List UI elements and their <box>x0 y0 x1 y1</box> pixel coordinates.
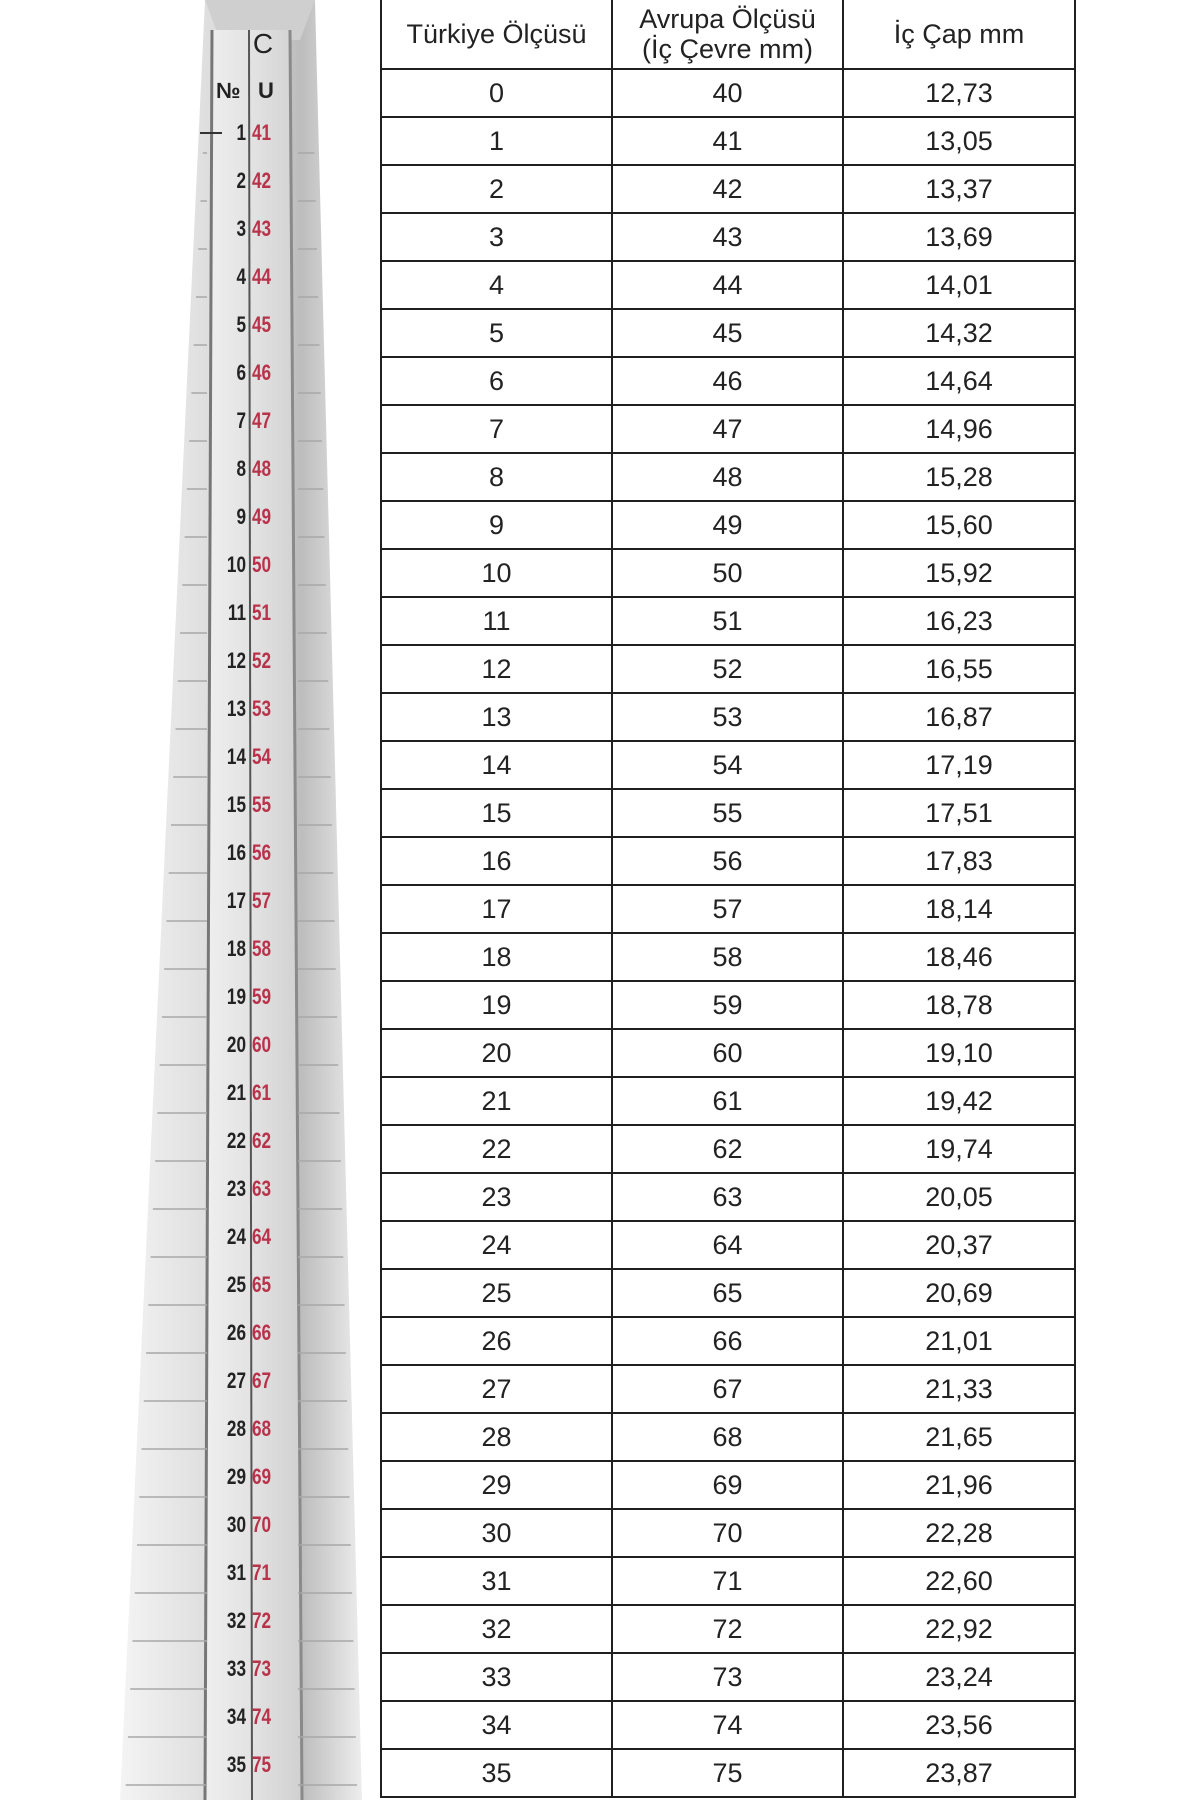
mandrel-eu-mark: 59 <box>252 984 272 1009</box>
cell-turkish-size: 22 <box>381 1125 612 1173</box>
mandrel-eu-mark: 48 <box>252 456 272 481</box>
table-row <box>381 1653 1075 1701</box>
cell-inner-diameter: 19,74 <box>843 1125 1075 1173</box>
mandrel-eu-mark: 70 <box>252 1512 272 1537</box>
cell-turkish-size: 11 <box>381 597 612 645</box>
table-row <box>381 1221 1075 1269</box>
cell-european-size: 58 <box>612 933 843 981</box>
cell-inner-diameter: 23,87 <box>843 1749 1075 1797</box>
cell-turkish-size: 5 <box>381 309 612 357</box>
mandrel-eu-mark: 49 <box>252 504 272 529</box>
cell-european-size: 69 <box>612 1461 843 1509</box>
table-row <box>381 1317 1075 1365</box>
cell-turkish-size: 7 <box>381 405 612 453</box>
table-row <box>381 1029 1075 1077</box>
cell-european-size: 51 <box>612 597 843 645</box>
table-row <box>381 1605 1075 1653</box>
cell-european-size: 48 <box>612 453 843 501</box>
mandrel-eu-mark: 53 <box>252 696 272 721</box>
cell-turkish-size: 2 <box>381 165 612 213</box>
mandrel-eu-mark: 55 <box>252 792 272 817</box>
cell-inner-diameter: 15,60 <box>843 501 1075 549</box>
table-row <box>381 1413 1075 1461</box>
cell-inner-diameter: 15,28 <box>843 453 1075 501</box>
cell-european-size: 45 <box>612 309 843 357</box>
mandrel-eu-mark: 68 <box>252 1416 272 1441</box>
cell-turkish-size: 23 <box>381 1173 612 1221</box>
mandrel-eu-mark: 50 <box>252 552 272 577</box>
mandrel-eu-mark: 74 <box>252 1704 272 1729</box>
mandrel-eu-mark: 65 <box>252 1272 272 1297</box>
mandrel-eu-mark: 62 <box>252 1128 272 1153</box>
cell-turkish-size: 1 <box>381 117 612 165</box>
cell-european-size: 57 <box>612 885 843 933</box>
table-row <box>381 1173 1075 1221</box>
cell-european-size: 52 <box>612 645 843 693</box>
cell-european-size: 43 <box>612 213 843 261</box>
cell-turkish-size: 17 <box>381 885 612 933</box>
table-body <box>381 69 1075 1797</box>
mandrel-tr-mark: 6 <box>236 360 246 385</box>
mandrel-tr-mark: 8 <box>236 456 246 481</box>
cell-turkish-size: 35 <box>381 1749 612 1797</box>
mandrel-eu-mark: 54 <box>252 744 272 769</box>
cell-european-size: 61 <box>612 1077 843 1125</box>
ring-size-table <box>380 0 1076 1798</box>
table-row <box>381 357 1075 405</box>
ring-mandrel-illustration <box>0 0 370 1800</box>
table-row <box>381 1509 1075 1557</box>
mandrel-eu-mark: 58 <box>252 936 272 961</box>
mandrel-eu-mark: 64 <box>252 1224 272 1249</box>
cell-inner-diameter: 17,83 <box>843 837 1075 885</box>
table-row <box>381 117 1075 165</box>
mandrel-tr-mark: 20 <box>226 1032 246 1057</box>
cell-inner-diameter: 17,51 <box>843 789 1075 837</box>
mandrel-tr-mark: 18 <box>226 936 246 961</box>
table-row <box>381 981 1075 1029</box>
cell-inner-diameter: 13,69 <box>843 213 1075 261</box>
mandrel-tr-mark: 29 <box>226 1464 246 1489</box>
cell-european-size: 44 <box>612 261 843 309</box>
mandrel-eu-mark: 51 <box>252 600 272 625</box>
mandrel-tr-mark: 27 <box>226 1368 246 1393</box>
cell-turkish-size: 16 <box>381 837 612 885</box>
cell-turkish-size: 0 <box>381 69 612 117</box>
table-row <box>381 213 1075 261</box>
table-row <box>381 549 1075 597</box>
mandrel-eu-mark: 63 <box>252 1176 272 1201</box>
mandrel-eu-mark: 60 <box>252 1032 272 1057</box>
cell-european-size: 40 <box>612 69 843 117</box>
cell-inner-diameter: 22,60 <box>843 1557 1075 1605</box>
header-european-size <box>612 0 843 69</box>
cell-inner-diameter: 14,64 <box>843 357 1075 405</box>
mandrel-tr-mark: 5 <box>236 312 246 337</box>
mandrel-eu-mark: 56 <box>252 840 272 865</box>
mandrel-eu-mark: 44 <box>252 264 272 289</box>
mandrel-tr-mark: 14 <box>226 744 246 769</box>
mandrel-body <box>0 0 370 1800</box>
mandrel-tr-mark: 2 <box>236 168 246 193</box>
cell-turkish-size: 12 <box>381 645 612 693</box>
cell-european-size: 65 <box>612 1269 843 1317</box>
table-row <box>381 1701 1075 1749</box>
mandrel-tr-mark: 25 <box>226 1272 246 1297</box>
table-row <box>381 597 1075 645</box>
mandrel-eu-mark: 46 <box>252 360 272 385</box>
mandrel-eu-mark: 61 <box>252 1080 272 1105</box>
cell-inner-diameter: 15,92 <box>843 549 1075 597</box>
cell-european-size: 50 <box>612 549 843 597</box>
cell-european-size: 41 <box>612 117 843 165</box>
table-row <box>381 1365 1075 1413</box>
cell-european-size: 71 <box>612 1557 843 1605</box>
cell-turkish-size: 21 <box>381 1077 612 1125</box>
cell-european-size: 68 <box>612 1413 843 1461</box>
cell-turkish-size: 8 <box>381 453 612 501</box>
cell-inner-diameter: 22,92 <box>843 1605 1075 1653</box>
mandrel-eu-mark: 52 <box>252 648 272 673</box>
table-row <box>381 1269 1075 1317</box>
mandrel-tr-header: № <box>216 78 240 103</box>
cell-european-size: 47 <box>612 405 843 453</box>
cell-inner-diameter: 23,56 <box>843 1701 1075 1749</box>
table-row <box>381 69 1075 117</box>
table-row <box>381 837 1075 885</box>
cell-inner-diameter: 20,69 <box>843 1269 1075 1317</box>
mandrel-eu-mark: 45 <box>252 312 272 337</box>
cell-inner-diameter: 13,37 <box>843 165 1075 213</box>
cell-turkish-size: 4 <box>381 261 612 309</box>
cell-turkish-size: 10 <box>381 549 612 597</box>
mandrel-eu-mark: 67 <box>252 1368 272 1393</box>
mandrel-tr-mark: 10 <box>226 552 246 577</box>
cell-turkish-size: 13 <box>381 693 612 741</box>
cell-turkish-size: 34 <box>381 1701 612 1749</box>
table-row <box>381 405 1075 453</box>
cell-inner-diameter: 16,23 <box>843 597 1075 645</box>
cell-turkish-size: 20 <box>381 1029 612 1077</box>
cell-inner-diameter: 21,01 <box>843 1317 1075 1365</box>
mandrel-eu-mark: 41 <box>252 120 272 145</box>
cell-turkish-size: 18 <box>381 933 612 981</box>
cell-inner-diameter: 18,46 <box>843 933 1075 981</box>
cell-european-size: 53 <box>612 693 843 741</box>
mandrel-eu-mark: 73 <box>252 1656 272 1681</box>
mandrel-tr-mark: 4 <box>236 264 246 289</box>
table-row <box>381 165 1075 213</box>
cell-turkish-size: 25 <box>381 1269 612 1317</box>
cell-european-size: 63 <box>612 1173 843 1221</box>
mandrel-tr-mark: 26 <box>226 1320 246 1345</box>
cell-european-size: 74 <box>612 1701 843 1749</box>
cell-european-size: 70 <box>612 1509 843 1557</box>
header-european-size-line: Avrupa Ölçüsü <box>639 4 816 34</box>
mandrel-tr-mark: 21 <box>226 1080 246 1105</box>
cell-turkish-size: 33 <box>381 1653 612 1701</box>
table-row <box>381 1125 1075 1173</box>
cell-inner-diameter: 13,05 <box>843 117 1075 165</box>
cell-inner-diameter: 14,96 <box>843 405 1075 453</box>
mandrel-eu-mark: 69 <box>252 1464 272 1489</box>
cell-european-size: 49 <box>612 501 843 549</box>
mandrel-top-symbol: C <box>252 28 274 59</box>
table-row <box>381 693 1075 741</box>
cell-turkish-size: 29 <box>381 1461 612 1509</box>
header-turkish-size: Türkiye Ölçüsü <box>381 0 612 69</box>
cell-turkish-size: 24 <box>381 1221 612 1269</box>
cell-inner-diameter: 17,19 <box>843 741 1075 789</box>
table-row <box>381 309 1075 357</box>
mandrel-tr-mark: 9 <box>236 504 246 529</box>
cell-european-size: 72 <box>612 1605 843 1653</box>
mandrel-tr-mark: 1 <box>236 120 246 145</box>
cell-turkish-size: 31 <box>381 1557 612 1605</box>
cell-european-size: 75 <box>612 1749 843 1797</box>
mandrel-eu-mark: 75 <box>252 1752 272 1777</box>
cell-european-size: 46 <box>612 357 843 405</box>
table-header-row <box>381 0 1075 69</box>
cell-european-size: 56 <box>612 837 843 885</box>
mandrel-tr-mark: 33 <box>226 1656 246 1681</box>
table-row <box>381 1077 1075 1125</box>
mandrel-tr-mark: 31 <box>226 1560 246 1585</box>
cell-turkish-size: 30 <box>381 1509 612 1557</box>
table-row <box>381 501 1075 549</box>
mandrel-tr-mark: 23 <box>226 1176 246 1201</box>
cell-european-size: 59 <box>612 981 843 1029</box>
table-row <box>381 885 1075 933</box>
cell-inner-diameter: 21,96 <box>843 1461 1075 1509</box>
cell-european-size: 55 <box>612 789 843 837</box>
cell-inner-diameter: 12,73 <box>843 69 1075 117</box>
mandrel-eu-mark: 43 <box>252 216 272 241</box>
cell-turkish-size: 19 <box>381 981 612 1029</box>
table-row <box>381 453 1075 501</box>
mandrel-tr-mark: 24 <box>226 1224 246 1249</box>
cell-european-size: 73 <box>612 1653 843 1701</box>
mandrel-eu-mark: 47 <box>252 408 272 433</box>
cell-turkish-size: 6 <box>381 357 612 405</box>
cell-european-size: 64 <box>612 1221 843 1269</box>
mandrel-tr-mark: 15 <box>226 792 246 817</box>
cell-turkish-size: 15 <box>381 789 612 837</box>
mandrel-tr-mark: 22 <box>226 1128 246 1153</box>
mandrel-tr-mark: 34 <box>226 1704 246 1729</box>
cell-turkish-size: 32 <box>381 1605 612 1653</box>
cell-inner-diameter: 19,42 <box>843 1077 1075 1125</box>
cell-inner-diameter: 22,28 <box>843 1509 1075 1557</box>
cell-turkish-size: 26 <box>381 1317 612 1365</box>
cell-inner-diameter: 20,37 <box>843 1221 1075 1269</box>
mandrel-tr-mark: 30 <box>226 1512 246 1537</box>
mandrel-tr-mark: 17 <box>226 888 246 913</box>
mandrel-tr-mark: 12 <box>226 648 246 673</box>
table-row <box>381 1557 1075 1605</box>
cell-european-size: 62 <box>612 1125 843 1173</box>
cell-inner-diameter: 23,24 <box>843 1653 1075 1701</box>
table-row <box>381 645 1075 693</box>
cell-inner-diameter: 14,01 <box>843 261 1075 309</box>
cell-inner-diameter: 16,87 <box>843 693 1075 741</box>
mandrel-tr-mark: 19 <box>226 984 246 1009</box>
cell-turkish-size: 9 <box>381 501 612 549</box>
cell-european-size: 54 <box>612 741 843 789</box>
cell-turkish-size: 28 <box>381 1413 612 1461</box>
cell-inner-diameter: 19,10 <box>843 1029 1075 1077</box>
cell-european-size: 60 <box>612 1029 843 1077</box>
table-row <box>381 261 1075 309</box>
mandrel-tr-mark: 13 <box>226 696 246 721</box>
mandrel-eu-mark: 42 <box>252 168 272 193</box>
cell-inner-diameter: 16,55 <box>843 645 1075 693</box>
header-european-size-line: (İç Çevre mm) <box>642 34 813 64</box>
mandrel-tr-mark: 35 <box>226 1752 246 1777</box>
cell-inner-diameter: 21,33 <box>843 1365 1075 1413</box>
cell-european-size: 66 <box>612 1317 843 1365</box>
mandrel-tr-mark: 3 <box>236 216 246 241</box>
cell-european-size: 42 <box>612 165 843 213</box>
mandrel-tr-mark: 32 <box>226 1608 246 1633</box>
table-row <box>381 1749 1075 1797</box>
mandrel-tr-mark: 11 <box>227 600 246 625</box>
mandrel-eu-mark: 57 <box>252 888 272 913</box>
cell-inner-diameter: 14,32 <box>843 309 1075 357</box>
table-row <box>381 933 1075 981</box>
mandrel-eu-header: U <box>258 78 274 103</box>
cell-inner-diameter: 21,65 <box>843 1413 1075 1461</box>
cell-turkish-size: 14 <box>381 741 612 789</box>
cell-turkish-size: 3 <box>381 213 612 261</box>
mandrel-eu-mark: 72 <box>252 1608 272 1633</box>
cell-inner-diameter: 18,14 <box>843 885 1075 933</box>
mandrel-eu-mark: 71 <box>252 1560 272 1585</box>
mandrel-tr-mark: 16 <box>226 840 246 865</box>
header-inner-diameter: İç Çap mm <box>843 0 1075 69</box>
table-row <box>381 789 1075 837</box>
cell-european-size: 67 <box>612 1365 843 1413</box>
cell-turkish-size: 27 <box>381 1365 612 1413</box>
table-row <box>381 741 1075 789</box>
cell-inner-diameter: 18,78 <box>843 981 1075 1029</box>
cell-inner-diameter: 20,05 <box>843 1173 1075 1221</box>
mandrel-eu-mark: 66 <box>252 1320 272 1345</box>
table-row <box>381 1461 1075 1509</box>
mandrel-tr-mark: 28 <box>226 1416 246 1441</box>
mandrel-tr-mark: 7 <box>236 408 246 433</box>
